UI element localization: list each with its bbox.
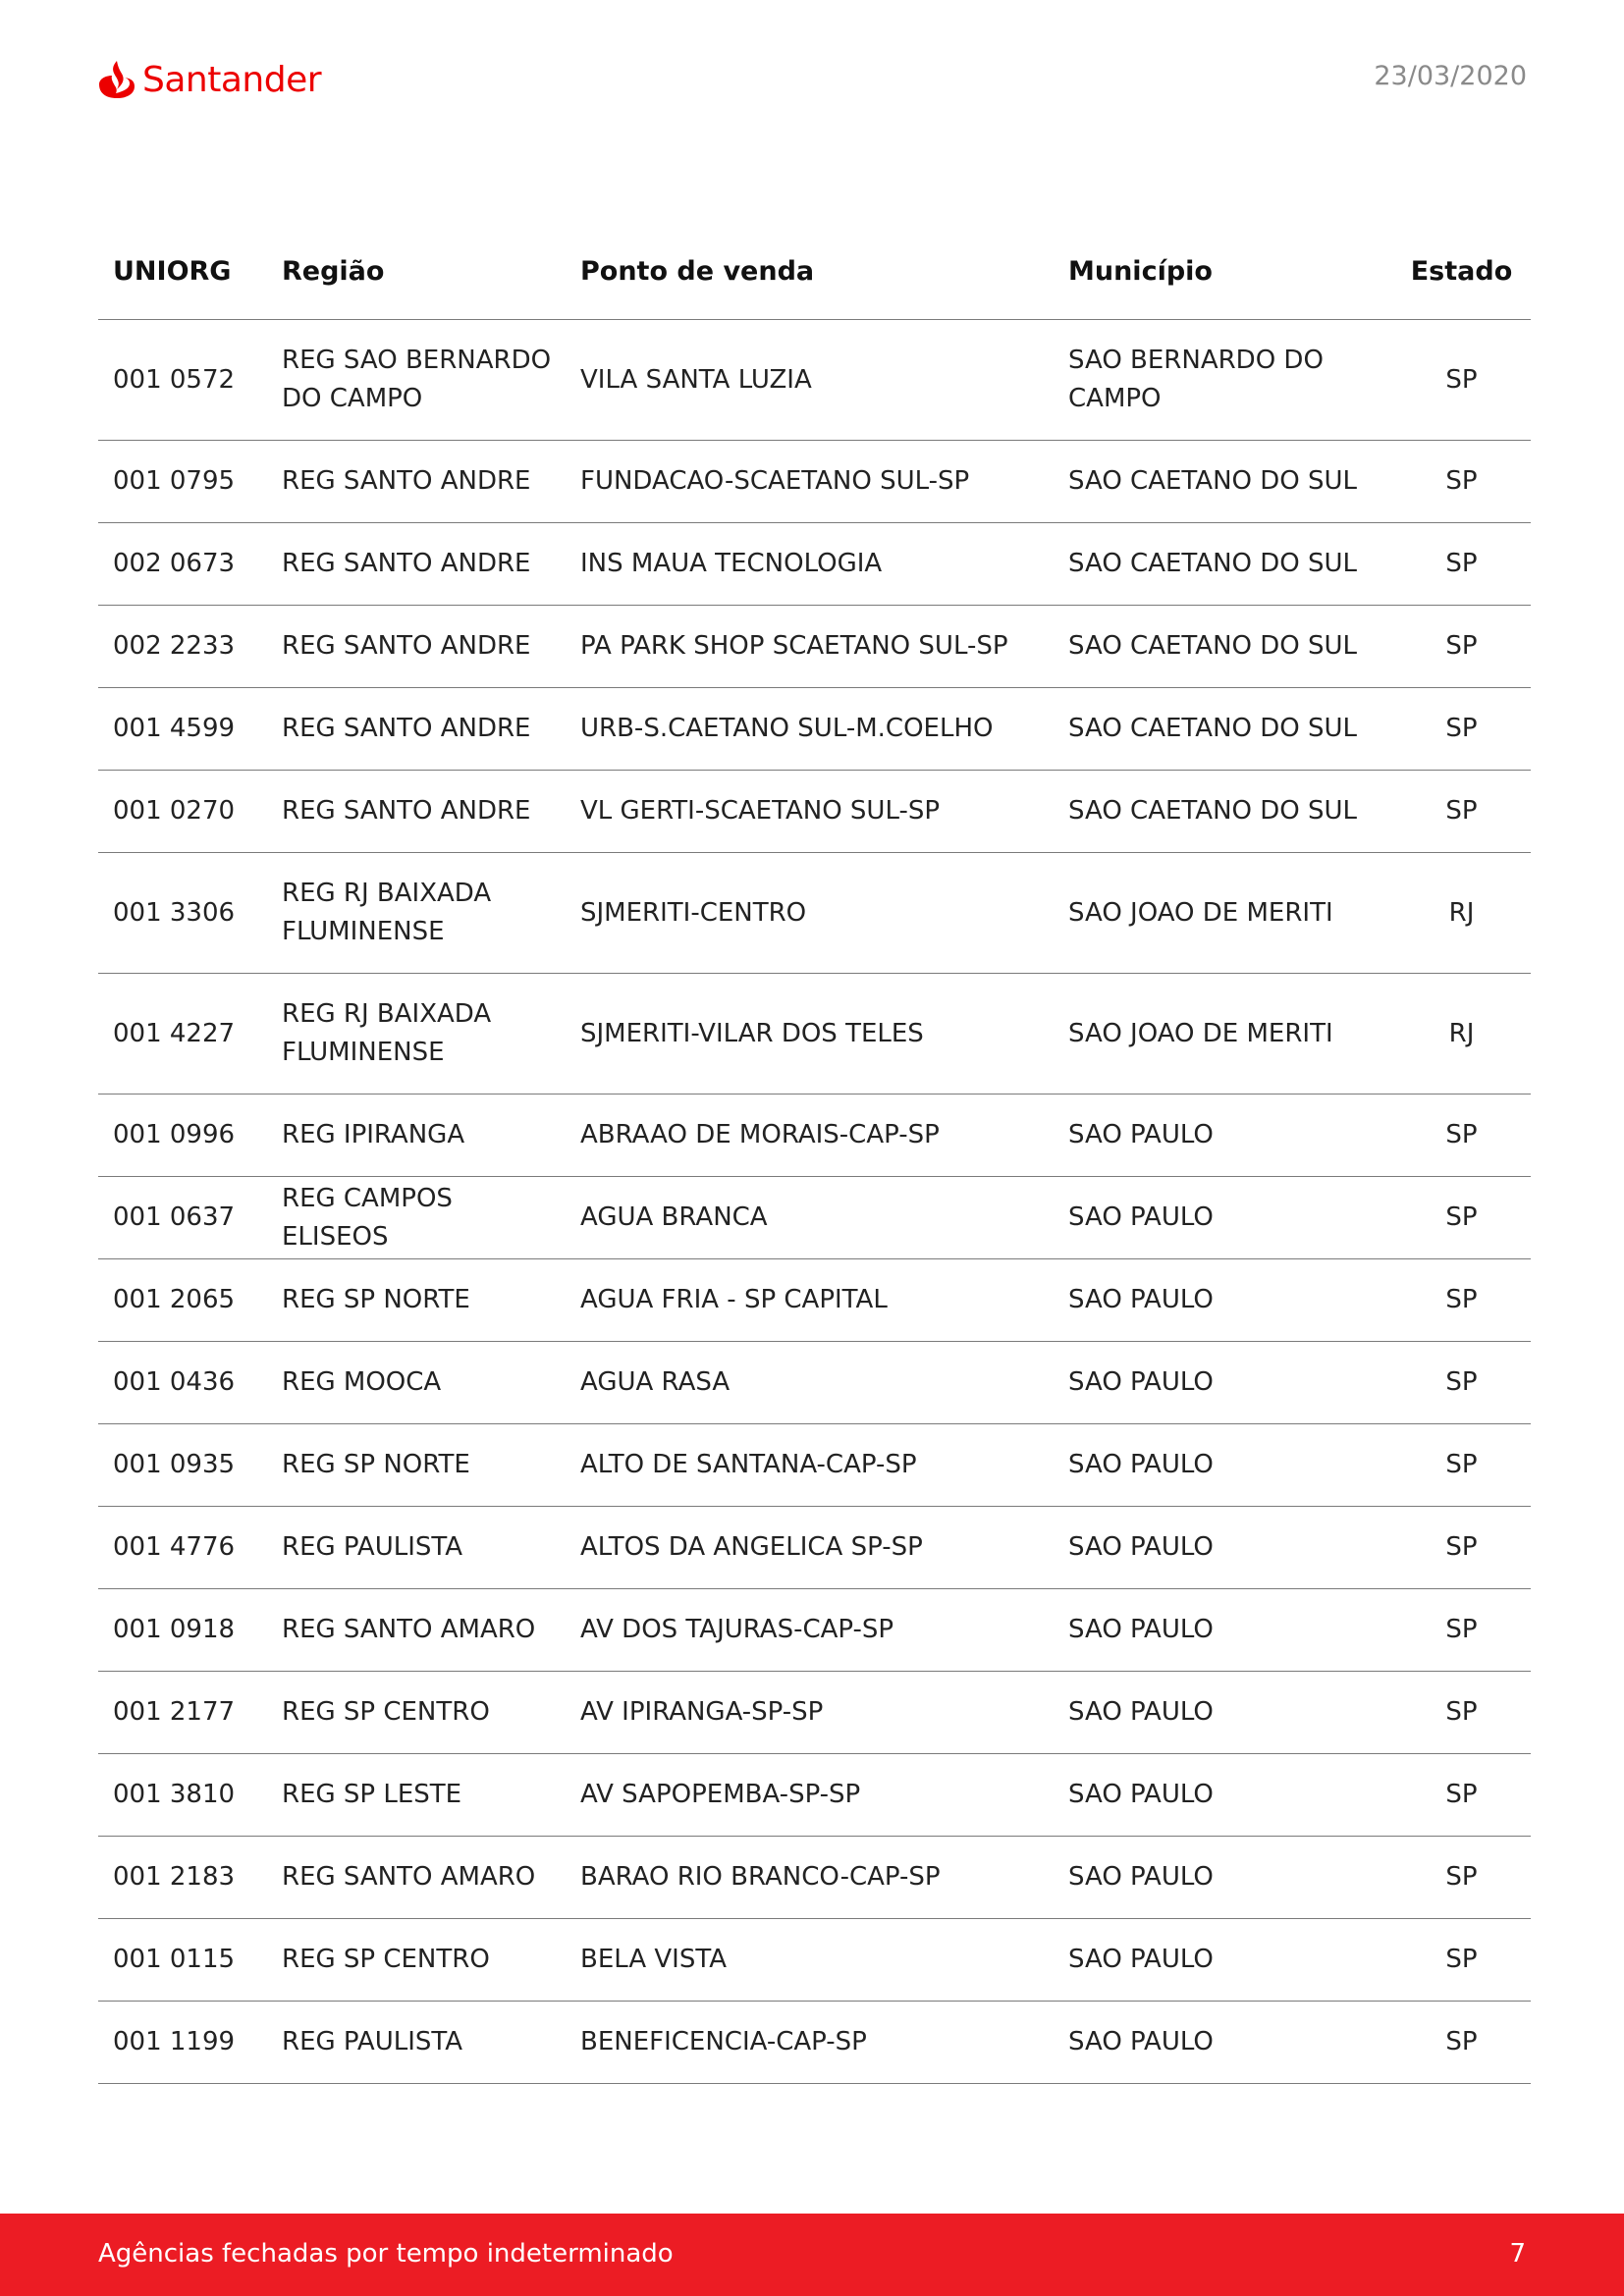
table-row — [98, 2002, 1531, 2084]
table-row — [98, 606, 1531, 688]
page-number: 7 — [1509, 2239, 1526, 2269]
table-row — [98, 1672, 1531, 1754]
cell-regiao: REG SANTO ANDRE — [267, 606, 566, 688]
cell-regiao: REG RJ BAIXADA FLUMINENSE — [267, 853, 566, 974]
cell-estado: SP — [1392, 771, 1531, 853]
cell-estado: SP — [1392, 688, 1531, 771]
cell-estado: SP — [1392, 523, 1531, 606]
cell-estado: SP — [1392, 1672, 1531, 1754]
cell-estado: RJ — [1392, 853, 1531, 974]
brand-name: Santander — [142, 59, 322, 100]
table-row — [98, 1919, 1531, 2002]
cell-regiao: REG PAULISTA — [267, 1507, 566, 1589]
cell-ponto-de-venda: BELA VISTA — [566, 1919, 1054, 2002]
column-header-estado: Estado — [1392, 224, 1531, 320]
cell-municipio: SAO CAETANO DO SUL — [1054, 771, 1392, 853]
cell-ponto-de-venda: BENEFICENCIA-CAP-SP — [566, 2002, 1054, 2084]
table-header-row — [98, 224, 1531, 320]
cell-municipio: SAO PAULO — [1054, 1672, 1392, 1754]
cell-municipio: SAO PAULO — [1054, 1589, 1392, 1672]
cell-municipio: SAO PAULO — [1054, 1177, 1392, 1259]
cell-municipio: SAO PAULO — [1054, 1342, 1392, 1424]
table-row — [98, 1507, 1531, 1589]
cell-ponto-de-venda: AV DOS TAJURAS-CAP-SP — [566, 1589, 1054, 1672]
cell-ponto-de-venda: SJMERITI-VILAR DOS TELES — [566, 974, 1054, 1095]
cell-uniorg: 001 0270 — [98, 771, 267, 853]
cell-regiao: REG SANTO ANDRE — [267, 688, 566, 771]
cell-municipio: SAO JOAO DE MERITI — [1054, 853, 1392, 974]
cell-uniorg: 001 3306 — [98, 853, 267, 974]
cell-estado: SP — [1392, 1919, 1531, 2002]
cell-regiao: REG IPIRANGA — [267, 1095, 566, 1177]
cell-estado: RJ — [1392, 974, 1531, 1095]
cell-estado: SP — [1392, 441, 1531, 523]
cell-regiao: REG SAO BERNARDO DO CAMPO — [267, 320, 566, 441]
cell-municipio: SAO PAULO — [1054, 1507, 1392, 1589]
cell-uniorg: 001 2177 — [98, 1672, 267, 1754]
cell-ponto-de-venda: VILA SANTA LUZIA — [566, 320, 1054, 441]
cell-municipio: SAO CAETANO DO SUL — [1054, 688, 1392, 771]
cell-regiao: REG SANTO AMARO — [267, 1589, 566, 1672]
cell-estado: SP — [1392, 1754, 1531, 1837]
cell-regiao: REG SP NORTE — [267, 1259, 566, 1342]
cell-ponto-de-venda: ALTOS DA ANGELICA SP-SP — [566, 1507, 1054, 1589]
cell-regiao: REG SP CENTRO — [267, 1672, 566, 1754]
cell-ponto-de-venda: BARAO RIO BRANCO-CAP-SP — [566, 1837, 1054, 1919]
cell-regiao: REG CAMPOS ELISEOS — [267, 1177, 566, 1259]
cell-ponto-de-venda: FUNDACAO-SCAETANO SUL-SP — [566, 441, 1054, 523]
cell-regiao: REG MOOCA — [267, 1342, 566, 1424]
table-row — [98, 1259, 1531, 1342]
cell-regiao: REG SP CENTRO — [267, 1919, 566, 2002]
table-row — [98, 1589, 1531, 1672]
cell-municipio: SAO CAETANO DO SUL — [1054, 523, 1392, 606]
cell-uniorg: 001 0935 — [98, 1424, 267, 1507]
cell-ponto-de-venda: VL GERTI-SCAETANO SUL-SP — [566, 771, 1054, 853]
cell-estado: SP — [1392, 320, 1531, 441]
cell-estado: SP — [1392, 1177, 1531, 1259]
cell-estado: SP — [1392, 1259, 1531, 1342]
cell-municipio: SAO JOAO DE MERITI — [1054, 974, 1392, 1095]
cell-ponto-de-venda: URB-S.CAETANO SUL-M.COELHO — [566, 688, 1054, 771]
flame-icon — [97, 59, 136, 100]
cell-uniorg: 001 0637 — [98, 1177, 267, 1259]
cell-regiao: REG SP LESTE — [267, 1754, 566, 1837]
cell-estado: SP — [1392, 1424, 1531, 1507]
cell-regiao: REG PAULISTA — [267, 2002, 566, 2084]
cell-municipio: SAO CAETANO DO SUL — [1054, 441, 1392, 523]
table-row — [98, 1424, 1531, 1507]
cell-uniorg: 001 0436 — [98, 1342, 267, 1424]
table-row — [98, 1095, 1531, 1177]
cell-regiao: REG SANTO ANDRE — [267, 523, 566, 606]
cell-regiao: REG SANTO ANDRE — [267, 441, 566, 523]
page-footer — [0, 2214, 1624, 2296]
cell-uniorg: 002 2233 — [98, 606, 267, 688]
table-body — [98, 320, 1531, 2084]
cell-ponto-de-venda: AV SAPOPEMBA-SP-SP — [566, 1754, 1054, 1837]
cell-municipio: SAO PAULO — [1054, 1837, 1392, 1919]
cell-estado: SP — [1392, 606, 1531, 688]
page-header — [0, 0, 1624, 137]
cell-ponto-de-venda: AGUA FRIA - SP CAPITAL — [566, 1259, 1054, 1342]
cell-estado: SP — [1392, 1507, 1531, 1589]
cell-uniorg: 001 0572 — [98, 320, 267, 441]
cell-regiao: REG SP NORTE — [267, 1424, 566, 1507]
cell-municipio: SAO PAULO — [1054, 2002, 1392, 2084]
column-header-regiao: Região — [267, 224, 566, 320]
table-row — [98, 320, 1531, 441]
cell-uniorg: 001 4227 — [98, 974, 267, 1095]
cell-estado: SP — [1392, 1342, 1531, 1424]
cell-uniorg: 001 4599 — [98, 688, 267, 771]
cell-uniorg: 001 0918 — [98, 1589, 267, 1672]
cell-municipio: SAO PAULO — [1054, 1095, 1392, 1177]
cell-ponto-de-venda: ABRAAO DE MORAIS-CAP-SP — [566, 1095, 1054, 1177]
table-row — [98, 441, 1531, 523]
cell-municipio: SAO PAULO — [1054, 1919, 1392, 2002]
cell-regiao: REG RJ BAIXADA FLUMINENSE — [267, 974, 566, 1095]
column-header-municipio: Município — [1054, 224, 1392, 320]
table-row — [98, 523, 1531, 606]
cell-ponto-de-venda: INS MAUA TECNOLOGIA — [566, 523, 1054, 606]
cell-ponto-de-venda: AGUA BRANCA — [566, 1177, 1054, 1259]
cell-ponto-de-venda: AGUA RASA — [566, 1342, 1054, 1424]
cell-municipio: SAO CAETANO DO SUL — [1054, 606, 1392, 688]
cell-ponto-de-venda: SJMERITI-CENTRO — [566, 853, 1054, 974]
agencies-table — [98, 224, 1531, 2084]
cell-municipio: SAO PAULO — [1054, 1424, 1392, 1507]
table-row — [98, 1177, 1531, 1259]
cell-ponto-de-venda: ALTO DE SANTANA-CAP-SP — [566, 1424, 1054, 1507]
cell-estado: SP — [1392, 2002, 1531, 2084]
cell-uniorg: 001 0996 — [98, 1095, 267, 1177]
cell-municipio: SAO BERNARDO DO CAMPO — [1054, 320, 1392, 441]
cell-ponto-de-venda: AV IPIRANGA-SP-SP — [566, 1672, 1054, 1754]
column-header-uniorg: UNIORG — [98, 224, 267, 320]
document-date: 23/03/2020 — [1374, 61, 1527, 91]
cell-estado: SP — [1392, 1589, 1531, 1672]
cell-estado: SP — [1392, 1095, 1531, 1177]
cell-estado: SP — [1392, 1837, 1531, 1919]
cell-uniorg: 001 0795 — [98, 441, 267, 523]
cell-uniorg: 001 0115 — [98, 1919, 267, 2002]
table-row — [98, 771, 1531, 853]
table-row — [98, 1754, 1531, 1837]
footer-title: Agências fechadas por tempo indeterminado — [98, 2239, 674, 2269]
table-row — [98, 974, 1531, 1095]
cell-uniorg: 001 4776 — [98, 1507, 267, 1589]
table-row — [98, 853, 1531, 974]
cell-regiao: REG SANTO AMARO — [267, 1837, 566, 1919]
cell-uniorg: 001 3810 — [98, 1754, 267, 1837]
cell-municipio: SAO PAULO — [1054, 1754, 1392, 1837]
cell-uniorg: 001 1199 — [98, 2002, 267, 2084]
cell-uniorg: 002 0673 — [98, 523, 267, 606]
table-row — [98, 1837, 1531, 1919]
cell-ponto-de-venda: PA PARK SHOP SCAETANO SUL-SP — [566, 606, 1054, 688]
cell-regiao: REG SANTO ANDRE — [267, 771, 566, 853]
table-row — [98, 1342, 1531, 1424]
cell-municipio: SAO PAULO — [1054, 1259, 1392, 1342]
column-header-ponto-de-venda: Ponto de venda — [566, 224, 1054, 320]
santander-logo — [97, 57, 321, 102]
cell-uniorg: 001 2183 — [98, 1837, 267, 1919]
cell-uniorg: 001 2065 — [98, 1259, 267, 1342]
table-row — [98, 688, 1531, 771]
